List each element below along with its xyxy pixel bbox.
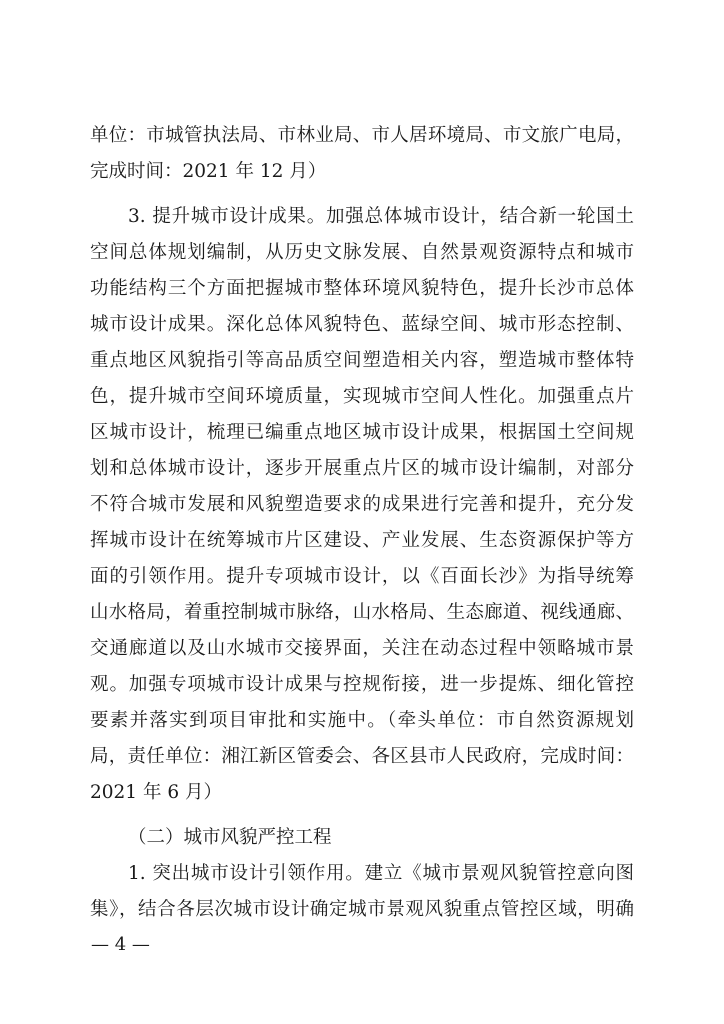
- text-line-4: 空间总体规划编制，从历史文脉发展、自然景观资源特点和城市: [90, 242, 634, 263]
- text-line-2: 完成时间：2021 年 12 月）: [90, 161, 327, 182]
- text-line-22: 集》，结合各层次城市设计确定城市景观风貌重点管控区域，明确: [90, 899, 634, 920]
- paragraph-1-heading-line: 1. 突出城市设计引领作用。建立《城市景观风貌管控意向图: [128, 863, 634, 884]
- text-line-8: 色，提升城市空间环境质量，实现城市空间人性化。加强重点片: [90, 386, 634, 407]
- text-line-11: 不符合城市发展和风貌塑造要求的成果进行完善和提升，充分发: [90, 494, 634, 515]
- section-heading: （二）城市风貌严控工程: [128, 827, 332, 848]
- text-line-7: 重点地区风貌指引等高品质空间塑造相关内容，塑造城市整体特: [90, 350, 634, 371]
- text-line-5: 功能结构三个方面把握城市整体环境风貌特色，提升长沙市总体: [90, 278, 634, 299]
- page-number: — 4 —: [91, 934, 150, 955]
- text-line-9: 区城市设计，梳理已编重点地区城市设计成果，根据国土空间规: [90, 422, 634, 443]
- text-line-18: 局，责任单位：湘江新区管委会、各区县市人民政府，完成时间：: [90, 746, 634, 767]
- text-line-12: 挥城市设计在统筹城市片区建设、产业发展、生态资源保护等方: [90, 530, 634, 551]
- text-line-10: 划和总体城市设计，逐步开展重点片区的城市设计编制，对部分: [90, 458, 634, 479]
- text-line-13: 面的引领作用。提升专项城市设计，以《百面长沙》为指导统筹: [90, 566, 634, 587]
- text-line-14: 山水格局，着重控制城市脉络，山水格局、生态廊道、视线通廊、: [90, 602, 634, 623]
- text-line-16: 观。加强专项城市设计成果与控规衔接，进一步提炼、细化管控: [90, 674, 634, 695]
- text-line-17: 要素并落实到项目审批和实施中。（牵头单位：市自然资源规划: [90, 710, 634, 731]
- text-line-1: 单位：市城管执法局、市林业局、市人居环境局、市文旅广电局，: [90, 125, 634, 146]
- text-line-6: 城市设计成果。深化总体风貌特色、蓝绿空间、城市形态控制、: [90, 314, 634, 335]
- text-line-15: 交通廊道以及山水城市交接界面，关注在动态过程中领略城市景: [90, 638, 634, 659]
- text-line-19: 2021 年 6 月）: [90, 782, 222, 803]
- paragraph-3-heading-line: 3. 提升城市设计成果。加强总体城市设计，结合新一轮国土: [128, 206, 634, 227]
